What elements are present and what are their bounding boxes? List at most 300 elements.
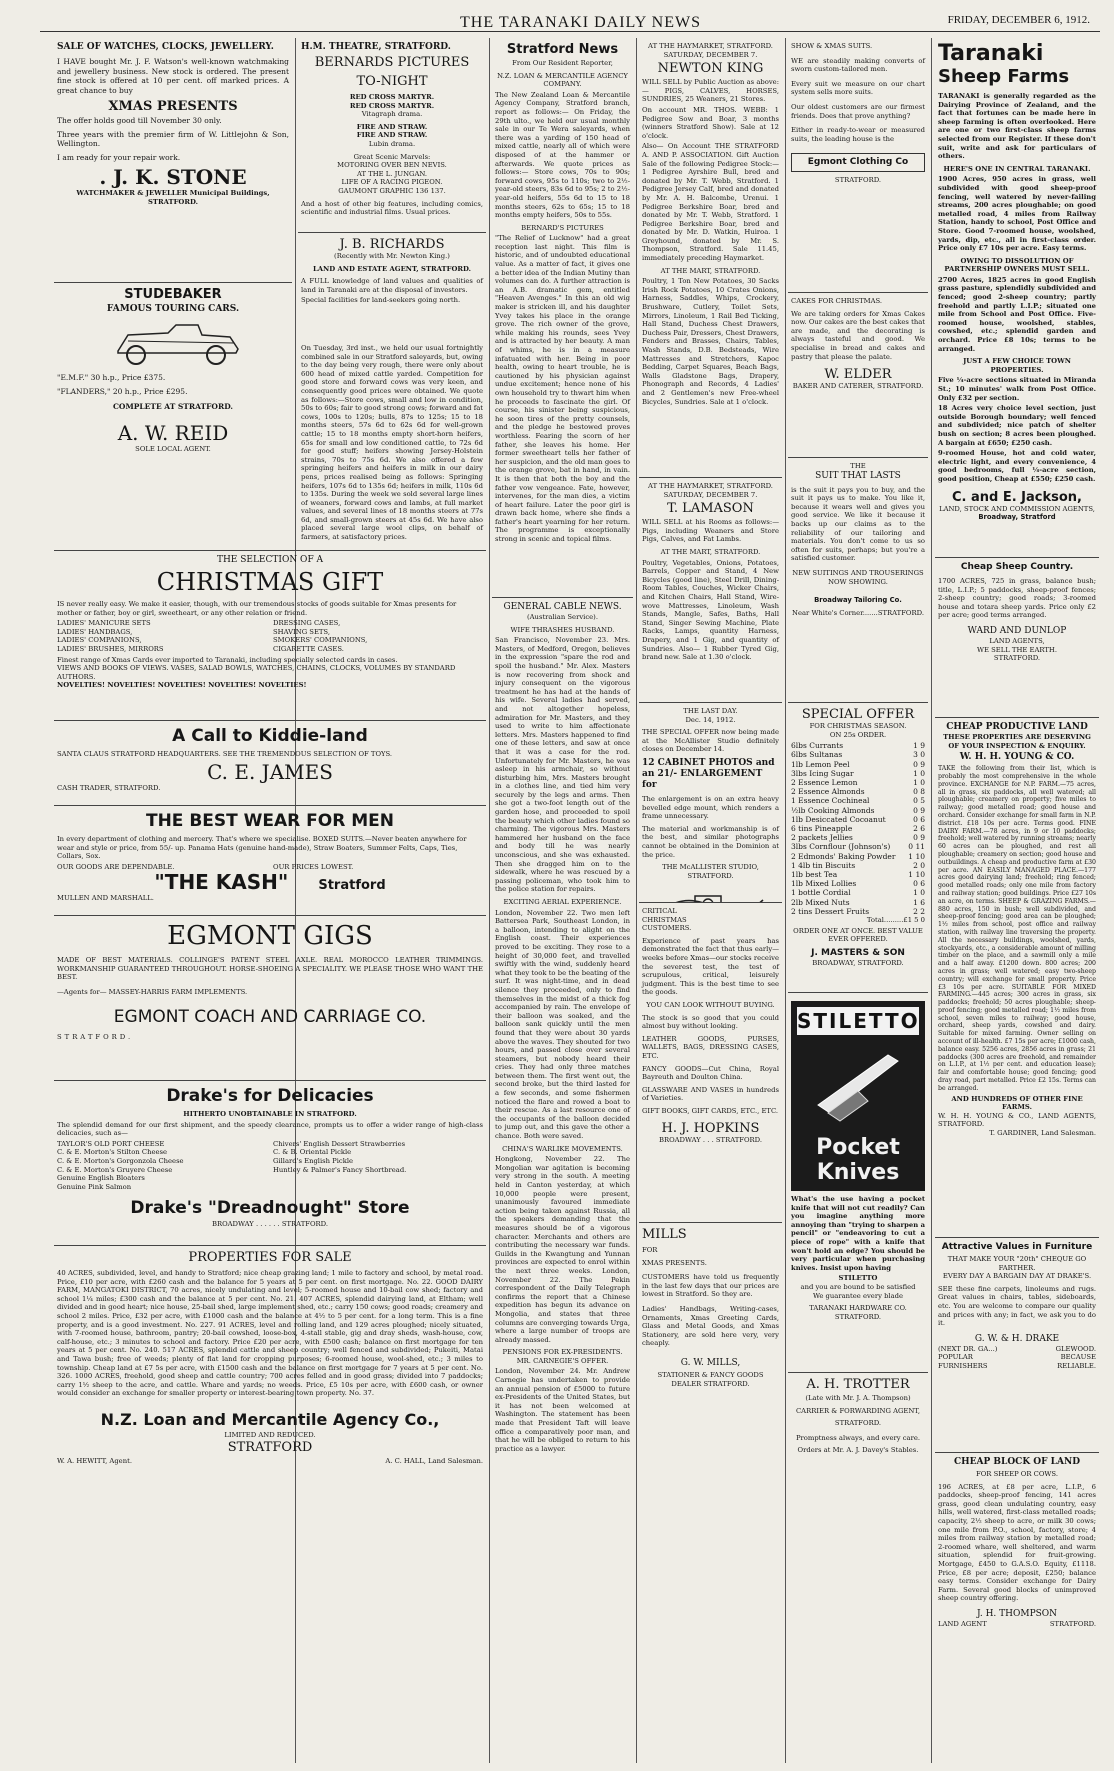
film-item: FIRE AND STRAW.	[356, 131, 428, 140]
column-rule	[785, 38, 786, 1763]
ad-stone-jeweller	[54, 38, 292, 283]
column-rule	[489, 38, 490, 1763]
masthead	[40, 10, 1100, 32]
ad-heading: CHRISTMAS	[642, 915, 687, 924]
advertiser-motto: WE SELL THE EARTH.	[977, 645, 1057, 654]
delicacy-item: C. & E. Morton's Gruyere Cheese	[57, 1165, 173, 1174]
advertiser-name: W. H. H. YOUNG & CO.	[959, 752, 1075, 763]
price-row	[791, 842, 925, 851]
ad-heading: SHOW & XMAS SUITS.	[791, 42, 873, 50]
ad-body: and you are bound to be satisfied	[800, 1282, 916, 1291]
ad-body: COMPLETE AT STRATFORD.	[112, 402, 234, 411]
delicacy-item: C. & E. Morton's Gorgonzola Cheese	[57, 1156, 184, 1165]
price-row	[791, 760, 925, 769]
gift-item: DRESSING CASES,	[273, 619, 341, 628]
advertiser-town: Stratford	[318, 878, 386, 894]
ad-richards	[298, 233, 486, 338]
ad-mills	[639, 1223, 782, 1563]
delicacy-item: Gillard's English Pickle	[273, 1156, 354, 1165]
ad-body: What's the use having a pocket knife that will not cut readily? Can you imagine anything more annoying than "trying to sharpen a pencil" or "endeavoring to cut a piece of rope" with a knife that won't hold an edge? You should be very particular when purchasing knives. Insist upon having	[791, 1195, 925, 1272]
price-item-name: 6lbs Currants	[791, 741, 844, 751]
ad-body: GLASSWARE AND VASES in hundreds of Varieties.	[642, 1085, 779, 1103]
gift-item: SHAVING SETS,	[273, 627, 331, 636]
article-body: San Francisco, November 23. Mrs. Masters, of Medford, Oregon, believes in the expression "spare the rod and spoil the husband." Mr. Alex. Masters is now recovering from shock and injury consequent on the vigorous treatment he has had at the hands of his wife. Several ladies had served, and not altogether hopeless, admiration for Mr. Masters, and they used to write to him affectionate letters. Mrs. Masters happened to find one of these letters, and saw at once that it was a case for the rod. Unfortunately for Mr. Masters, he was asleep in his armchair, so without disturbing him, Mrs. Masters brought in a clothes line, and tied him very securely by the legs and arms. Then she got a two-foot length out of the garden hose, and proceeded to spoil the beauty which other ladies found so charming. The vigorous Mrs. Masters hammered her husband on the face and body till he was nearly unconscious, and she was exhausted. Then she dragged him on to the sidewalk, where he was rescued by a passing policeman, who took him to the police station for repairs.	[495, 636, 630, 894]
advertiser-town: STRATFORD.	[834, 176, 882, 185]
price-row	[791, 741, 925, 750]
advertiser-town: STRATFORD.	[57, 1033, 134, 1042]
advertiser-name: W. ELDER	[824, 367, 892, 383]
ad-body: The enlargement is on an extra heavy bevelled edge mount, which renders a frame unnecessary.	[642, 794, 779, 821]
column-news-cable	[492, 38, 633, 1763]
property-body: 1900 Acres, 950 acres in grass, well subdivided with good sheep-proof fencing, well watered by never-failing streams, 200 acres ploughable; on good metalled road, 4 miles from Railway Station, handy to school, Post Office and Store. Good 7-roomed house, woolshed, yards, dip, etc., all in first-class order. Price only £7 10s per acre. Easy terms.	[938, 175, 1096, 253]
ad-subheading: NEW SUITINGS AND TROUSERINGS NOW SHOWING.	[792, 568, 924, 586]
ad-subheading: ON 25s ORDER.	[829, 730, 887, 739]
ad-heading: MILLS	[642, 1227, 687, 1242]
auctioneer-name: T. LAMASON	[667, 501, 754, 517]
auction-body: Also— On Account THE STRATFORD A. AND P. ASSOCIATION. Gift Auction Sale of the following Pedigree Stock:— 1 Pedigree Ayrshire Bull, bred and donated by Mr. T. Webb, Stratford. 1 Pedigree Jersey Calf, bred and donated by Mr. A. H. Balcombe, Urenui. 1 Pedigree Berkshire Boar, bred and donated by Mr. T. Webb, Stratford. 1 Pedigree Berkshire Boar, bred and donated by Mr. D. Watkin, Huiroa. 1 Greyhound, donated by Mr. S. Thompson, Stratford. Sale 11.45, immediately preceding Haymarket.	[642, 142, 779, 263]
price-row	[791, 778, 925, 787]
ad-heading: H.M. THEATRE, STRATFORD.	[301, 42, 451, 52]
price-item-name: 1 4lb tin Biscuits	[791, 860, 856, 870]
gift-item: SMOKERS' COMPANIONS,	[273, 636, 368, 645]
price-item-value: 3 0	[913, 750, 925, 760]
film-item: Lubin drama.	[368, 139, 416, 148]
price-row	[791, 750, 925, 759]
price-row	[791, 796, 925, 805]
auctioneer-name: NEWTON KING	[657, 61, 764, 77]
article-byline: From Our Resident Reporter,	[512, 59, 613, 67]
property-heading: HERE'S ONE IN CENTRAL TARANAKI.	[943, 164, 1091, 173]
advertiser-trade: CARRIER & FORWARDING AGENT,	[795, 1406, 921, 1415]
ad-heading: SALE OF WATCHES, CLOCKS, JEWELLERY.	[57, 42, 274, 52]
ad-body: The splendid demand for our first shipment, and the speedy clearance, prompts us to offer a wider range of high-class delicacies, such as—	[57, 1120, 483, 1138]
ad-subheading: FAMOUS TOURING CARS.	[106, 304, 240, 314]
advertiser-address: GLEWOOD.	[1055, 1344, 1096, 1353]
ad-body: We guarantee every blade	[812, 1291, 904, 1300]
ad-body: Every suit we measure on our chart system sells more suits.	[791, 79, 925, 97]
price-item-value: 0 9	[913, 805, 925, 815]
signature: W. A. HEWITT, Agent.	[57, 1456, 132, 1465]
tagline: BECAUSE RELIABLE.	[1057, 1353, 1096, 1370]
ad-preheading: THE SELECTION OF A	[216, 555, 324, 565]
price-row	[791, 888, 925, 897]
article-subheading: WIFE THRASHES HUSBAND.	[510, 625, 615, 634]
column-rule	[931, 38, 932, 1763]
ad-mcallister-studio	[639, 703, 782, 903]
auction-venue: AT THE HAYMARKET, STRATFORD.	[648, 482, 773, 490]
ad-body: And a host of other big features, including comics, scientific and industrial films. Usual prices.	[301, 199, 483, 217]
price-item-value: 1 6	[913, 897, 925, 907]
price-item-value: 0 5	[913, 796, 925, 806]
ad-heading: CHRISTMAS GIFT	[156, 568, 384, 596]
advertiser-name: Drake's "Dreadnought" Store	[130, 1198, 410, 1219]
ad-body: CUSTOMERS have told us frequently in the last few days that our prices are lowest in Stratford. So they are.	[642, 1273, 779, 1299]
article-byline: (Australian Service).	[527, 613, 598, 621]
ad-body: Finest range of Xmas Cards ever imported to Taranaki, including specially selected cards in cases.	[57, 655, 398, 664]
ad-body: Special facilities for land-seekers going north.	[301, 296, 461, 305]
wide-ads-section	[54, 550, 486, 1763]
price-row	[791, 815, 925, 824]
ad-heading: SUIT THAT LASTS	[815, 470, 901, 481]
ad-masters-special-offer	[788, 703, 928, 993]
ad-body: FANCY GOODS—Cut China, Royal Bayreuth and Doulton China.	[642, 1064, 779, 1082]
advertiser-role: MULLEN AND MARSHALL.	[57, 894, 154, 903]
article-body: London, November 24. Mr. Andrew Carnegie has undertaken to provide an annual pension of £5000 to future ex-Presidents of the United States, but it has not been welcomed at Washington. The statement has been made that President Taft will leave office a comparatively poor man, and that he will be obliged to return to his practice as a lawyer.	[495, 1367, 630, 1453]
property-body: Five ¼-acre sections situated in Miranda St.; 10 minutes' walk from Post Office. Only £32 per section.	[938, 376, 1096, 402]
auction-body: On account MR. THOS. WEBB: 1 Pedigree Sow and Boar, 3 months (winners Stratford Show). Sale at 12 o'clock.	[642, 105, 779, 140]
price-item-value: 2 2	[913, 906, 925, 916]
film-item: AT THE L. JUNGAN.	[356, 169, 428, 178]
ad-body: —Agents for— MASSEY-HARRIS FARM IMPLEMENTS.	[57, 987, 248, 996]
advertiser-name: J. B. RICHARDS	[339, 237, 445, 252]
article-subheading: N.Z. LOAN & MERCANTILE AGENCY COMPANY.	[497, 71, 628, 89]
price-row	[791, 833, 925, 842]
advertiser-role: SOLE LOCAL AGENT.	[135, 444, 211, 453]
price-item-value: 1 0	[913, 778, 925, 787]
price-item-name: 1lb Mixed Lollies	[791, 879, 857, 889]
property-heading: JUST A FEW CHOICE TOWN PROPERTIES.	[963, 357, 1071, 374]
ad-heading: THE LAST DAY.	[683, 707, 738, 715]
price-item-value: 0 11	[908, 842, 925, 852]
film-item: Vitagraph drama.	[361, 110, 423, 119]
film-item: RED CROSS MARTYR.	[349, 101, 435, 110]
film-item: GAUMONT GRAPHIC 136 137.	[338, 186, 446, 195]
gift-item: LADIES' BRUSHES, MIRRORS	[57, 644, 164, 653]
advertiser-town: STRATFORD	[227, 1439, 313, 1455]
delicacy-item: C. & B. Oriental Pickle	[273, 1148, 352, 1157]
auction-venue: AT THE MART, STRATFORD.	[660, 547, 761, 556]
price-item-value: 1 10	[908, 870, 925, 880]
ad-body: SANTA CLAUS STRATFORD HEADQUARTERS. SEE THE TREMENDOUS SELECTION OF TOYS.	[57, 750, 393, 758]
ad-heading: PROPERTIES FOR SALE	[188, 1250, 352, 1265]
advertiser-name: J. H. THOMPSON	[976, 1608, 1058, 1619]
gift-list-right	[273, 619, 483, 653]
price-item-name: 1 bottle Cordial	[791, 888, 851, 898]
price-item-value: 2 6	[913, 824, 925, 834]
ad-christmas-gift	[54, 551, 486, 721]
ad-body: SEE these fine carpets, linoleums and rugs. Great values in chairs, tables, sideboards, etc. You are welcome to compare our quality and prices with any; in fact, we ask you to do it.	[938, 1284, 1096, 1328]
gift-item: LADIES' HANDBAGS,	[57, 627, 133, 636]
article-body: The New Zealand Loan & Mercantile Agency Company, Stratford branch, report as follows:— On Friday, the 29th ulto., we held our usual monthly sale in our Te Wera saleyards, when there was a yarding of 150 head of mixed cattle, nearly all of which were disposed of at the hammer or afterwards. We quote prices as follows:— Store cows, 70s to 90s; forward cows, 95s to 110s; two to 2½-year-old steers, 83s 6d to 95s; 2 to 2½-year-old heifers, 55s 6d to 15 to 18 months steers, 62s to 65s; 15 to 18 months empty heifers, 50s to 55s.	[495, 90, 630, 220]
advertiser-role: STATIONER & FANCY GOODS DEALER STRATFORD.	[657, 1370, 764, 1388]
stiletto-banner	[791, 1001, 925, 1191]
advertiser-address: WATCHMAKER & JEWELLER Municipal Buildings, STRATFORD.	[76, 189, 270, 206]
price-item-name: 2 Essence Almonds	[791, 787, 865, 797]
column-small-ads	[788, 38, 928, 1763]
auction-date: SATURDAY, DECEMBER 7.	[663, 50, 758, 59]
article-body: Hongkong, November 22. The Mongolian war agitation is becoming very strong in the south. A meeting held in Canton yesterday, at which 10,000 people were present, unanimously favoured immediate action being taken against Russia, all the speakers demanding that the measures should be of a vigorous character. Merchants and others are contributing the necessary war funds. Guilds in the Kwangtung and Yunnan provinces are expected to enrol within the next three weeks. London, November 22. The Pekin correspondent of the Daily Telegraph confirms the report that a Chinese expedition has begun its advance on Mongolia, and states that three columns are converging towards Urga, where a large number of troops are already massed.	[495, 1155, 630, 1344]
advertiser-name: EGMONT COACH AND CARRIAGE CO.	[113, 1007, 427, 1028]
ad-body: The offer holds good till November 30 only.	[57, 116, 222, 125]
pocket-knife-icon	[797, 1035, 919, 1125]
advertiser-name: A. W. REID	[117, 420, 229, 445]
advertiser-town: STRATFORD.	[834, 1312, 882, 1321]
article-subheading: EXCITING AERIAL EXPERIENCE.	[503, 898, 622, 906]
ad-broadway-tailoring	[788, 458, 928, 703]
film-item: LIFE OF A RACING PIGEON.	[341, 178, 443, 187]
price-item-name: 2 packets Jellies	[791, 833, 853, 843]
gift-item: LADIES' COMPANIONS,	[57, 636, 142, 645]
ad-the-kash	[54, 806, 486, 916]
auction-venue: AT THE MART, STRATFORD.	[660, 266, 761, 275]
advertiser-name: H. J. HOPKINS	[661, 1121, 760, 1137]
price-item-value: 0 9	[913, 833, 925, 843]
ad-thompson-land	[935, 1453, 1099, 1763]
article-stratford-news	[492, 38, 633, 598]
price-item-value: 0 6	[913, 814, 925, 824]
ad-body: THE SPECIAL OFFER now being made at the McAllister Studio definitely closes on December 14.	[642, 728, 779, 754]
price-row	[791, 787, 925, 796]
advertiser-name: Broadway Tailoring Co.	[814, 596, 902, 605]
price-item-name: 2 Edmonds' Baking Powder	[791, 851, 896, 861]
price-row	[791, 824, 925, 833]
ad-young-co	[935, 718, 1099, 1238]
ad-elder-bakery	[788, 293, 928, 458]
ad-body: 1700 ACRES, 725 in grass, balance bush; title, L.I.P.; 5 paddocks, sheep-proof fences; 2-sheep country; good roads; 3-roomed house and totara sheep yards. Price only £2 per acre; good terms arranged.	[938, 577, 1096, 620]
price-item-name: 1lb Desiccated Cocoanut	[791, 814, 886, 824]
advertiser-name: Egmont Clothing Co	[791, 153, 925, 172]
advertiser-name: N.Z. Loan and Mercantile Agency Co.,	[100, 1409, 440, 1429]
delicacy-list-right	[273, 1140, 483, 1192]
article-subheading: PENSIONS FOR EX-PRESIDENTS.	[502, 1348, 623, 1357]
advertiser-town: STRATFORD.	[1049, 1619, 1096, 1628]
column-2-top	[298, 38, 486, 338]
property-heading: OWING TO DISSOLUTION OF PARTNERSHIP OWNERS MUST SELL.	[944, 256, 1090, 274]
delicacy-item: Chivers' English Dessert Strawberries	[273, 1139, 406, 1148]
price-item-value: 0 8	[913, 787, 925, 797]
ad-heading: EGMONT GIGS	[167, 921, 373, 951]
advertiser-role: (Late with Mr. J. A. Thompson)	[805, 1394, 911, 1402]
price-item-value: 1 0	[913, 888, 925, 898]
price-row	[791, 870, 925, 879]
signature: W. H. H. YOUNG & CO., LAND AGENTS, STRATFORD.	[938, 1111, 1096, 1129]
ad-body: Ladies' Handbags, Writing-cases, Ornaments, Xmas Greeting Cards, Glass and Metal Goods, and Xmas Stationery, are sold here very, very cheaply.	[642, 1304, 779, 1348]
camera-flourish-icon	[651, 886, 771, 903]
ad-body: IS never really easy. We make it easier, though, with our tremendous stocks of goods suitable for Xmas presents for mother or father, boy or girl, sweetheart, or any other relation or friend.	[57, 600, 457, 617]
ad-subheading: YOU CAN LOOK WITHOUT BUYING.	[646, 1000, 775, 1009]
ad-ward-dunlop	[935, 558, 1099, 718]
ad-body: GIFT BOOKS, GIFT CARDS, ETC., ETC.	[642, 1106, 779, 1115]
ad-heading: CHEAP BLOCK OF LAND	[953, 1457, 1080, 1467]
price-item-name: 2 tins Dessert Fruits	[791, 906, 870, 916]
ad-heading: XMAS PRESENTS.	[642, 1258, 707, 1267]
column-1-top	[54, 38, 292, 548]
ad-drake-furniture	[935, 1238, 1099, 1453]
signature: A. C. HALL, Land Salesman.	[385, 1456, 483, 1465]
ad-body: VIEWS AND BOOKS OF VIEWS. VASES, SALAD BOWLS, WATCHES, CHAINS, CLOCKS, VOLUMES BY STANDARD AUTHORS.	[57, 664, 456, 681]
advertiser-role: LAND AGENT	[938, 1619, 987, 1628]
ad-body: The material and workmanship is of the best, and similar photographs cannot be obtained in the Dominion at the price.	[642, 824, 779, 859]
price-item-value: 0 6	[913, 879, 925, 889]
price-item-name: ½lb Cooking Almonds	[791, 805, 875, 815]
gift-lists	[57, 619, 483, 653]
ad-body: WE are steadily making converts of sworn custom-tailored men.	[791, 56, 925, 74]
advertiser-role: LIMITED AND REDUCED.	[224, 1430, 316, 1439]
price-item-name: 1lb best Tea	[791, 870, 838, 880]
ad-body: TAKE the following from their list, which is probably the most comprehensive in the whole province. EXCHANGE for N.P. FARM.—75 acres, all in grass, six paddocks, all well watered; all ploughable; creamery on property; five miles to railway; good metalled road; good house and orchard. Consider exchange for small farm in N.P. district. £18 10s per acre. Terms good. FINE DAIRY FARM.—78 acres, in 9 or 10 paddocks; freehold; well watered by running streams; nearly 60 acres can be ploughed, and rest all ploughable; creamery on section; good house and outbuildings. A cheap and productive farm at £30 per acre. AN EASILY MANAGED PLACE.—177 acres good dairying land; freehold; ring fenced; good metalled roads; only one mile from factory and railway station; good buildings. Price £27 10s an acre, on terms. SHEEP & GRAZING FARMS.—880 acres, 150 in bush; well subdivided, and sheep-proof fencing; good area can be ploughed; 1½ miles from school, post office and railway station, with railway line traversing the property. All the necessary buildings, woolshed, yards, stockyards, etc., a considerable amount of milling timber on the place, and a sawmill only a mile and a half away. £1200 down. 800 acres; 200 acres in grass; well watered; easy two-sheep country; will exchange for small property. Price £3 10s per acre. SUITABLE FOR MIXED FARMING.—445 acres; 300 acres in grass, six paddocks; freehold; 50 acres ploughable; sheep-proof fencing; good metalled road; 1½ miles from school, seven miles to railway; good house, orchard, sheep yards, cowshed and dairy. Suitable for mixed farming. Owner selling on account of ill-health. £7 15s per acre; £1000 cash, balance easy. 5256 acres, 2856 acres in grass; 21 paddocks (300 acres are freehold, and remainder on L.I.P., at 1½ per cent. and education lease); fair and comfortable house; good fencing; good dray road, part metalled. Price £2 15s. Terms can be arranged.	[938, 765, 1096, 1092]
gift-item: LADIES' MANICURE SETS	[57, 619, 151, 628]
price-row	[791, 806, 925, 815]
price-item-name: 3lbs Icing Sugar	[791, 768, 854, 778]
film-item: FIRE AND STRAW.	[356, 122, 428, 131]
ad-body: 40 ACRES, subdivided, level, and handy to Stratford; nice cheap grazing land; 1 mile to factory and school, by metal road. Price, £10 per acre, with £260 cash and the balance for 5 years at 5 per cent. on first mortgage. No. 22. GOOD DAIRY FARM, MANGATOKI DISTRICT, 70 acres, nicely undulating and level; 5-roomed house and 10-bail cow shed; factory and school 1¼ miles; £300 cash and the balance at 5 per cent. No. 21. 407 ACRES, splendid dairying land, at Eltham; well divided and in good heart; nice house, 25-bail shed, large implement shed, etc.; carry 150 cows; good roads; creamery and school 2 miles. Price, £32 per acre, with £1000 cash and the balance at 4½ to 5 per cent. for a long term. This is a fine property, and is a good investment. No. 227. 91 ACRES, level and rolling land, and 129 acres ploughed; nicely situated, with 7-roomed house, bathroom, pantry; 20-bail cowshed, loose-box, 4-stall stable, gig and dray sheds, wash-house, cow, calf-house, etc.; 3 minutes to school and factory. Price £20 per acre, with £500 cash; balance on first mortgage for ten years at 5 per cent. No. 240. 517 ACRES, splendid cattle and sheep country; well fenced and subdivided; Pukeiti, Matai and Tawa bush; free of weeds; plenty of flat land for cropping purposes; 6-roomed house, wool-shed, etc.; 3 miles to township. Cheap land at £7 5s per acre, with £1500 cash and the balance on first mortgage for 7 years at 5 per cent. No. 326. 1000 ACRES, freehold, good sheep and cattle country; 700 acres felled and in good grass; divided into 7 paddocks; carry 1½ sheep to the acre, and cattle. Whare and yards; no weeds. Price, £5 10s per acre, with £600 cash, or owner would consider an exchange for smaller property or interest-bearing town property. No. 37.	[57, 1269, 483, 1398]
article-subheading: BERNARD'S PICTURES	[521, 223, 604, 232]
price-item-value: 0 9	[913, 759, 925, 769]
ad-trotter	[788, 1373, 928, 1523]
tagline: OUR PRICES LOWEST.	[273, 862, 354, 871]
advertiser-name: WARD AND DUNLOP	[967, 625, 1067, 636]
price-total: Total.........£1 5 0	[866, 916, 925, 925]
article-general-cable-news	[492, 598, 633, 1763]
price-item-name: 2lb Mixed Nuts	[791, 897, 850, 907]
price-item-value: 1 10	[908, 851, 925, 861]
price-row	[791, 879, 925, 888]
ad-subheading: TO-NIGHT	[356, 74, 428, 89]
property-body: 18 Acres very choice level section, just outside Borough boundary; well fenced and subdivided; nice patch of shelter bush on section; 8 acres been ploughed. A bargain at £650; £250 cash.	[938, 404, 1096, 447]
ad-body: I am ready for your repair work.	[57, 152, 181, 162]
kash-name-row	[57, 871, 483, 894]
ad-preheading: THE	[850, 462, 866, 470]
ad-subheading: FOR SHEEP OR COWS.	[976, 1470, 1058, 1478]
ad-body: Either in ready-to-wear or measured suits, the leading house is the	[791, 126, 925, 143]
news-continuation: On Tuesday, 3rd inst., we held our usual fortnightly combined sale in our Stratford saleyards, but, owing to the day being very rough, there were only about 600 head of mixed cattle yarded. Competition for good store and forward cows was very keen, and consequently good prices were obtained. We quote as follows:—Store cows, small and low in condition, 50s to 60s; fair to good strong cows; forward and fat cows, 100s to 120s; bulls, 87s to 125s; 15 to 18 months steers, 57s 6d to 62s 6d for well-grown cattle; 15 to 18 months empty short-horn heifers, 65s for small and low conditioned cattle, to 72s 6d for good stuff; heifers showing Jersey-Holstein strains, 70s to 75s 6d. We also offered a few springing heifers and heifers in milk in our dairy pens, prices realised being as follows: Springing heifers, 107s 6d to 135s 6d; heifers in milk, 110s 6d to 135s. During the week we sold several large lines of weaners, forward cows and lambs, at full market values, and several lines of 18 months steers at 77s 6d, and small-grown steers at 45s 6d. We have also placed several large wool clips, on behalf of farmers, at satisfactory prices.	[301, 344, 483, 542]
news-top	[298, 340, 486, 548]
tagline: OUR GOODS ARE DEPENDABLE.	[57, 862, 175, 871]
property-body: 9-roomed House, hot and cold water, electric light, and every convenience, 4 good bedrooms, full ¼-acre section, good position, Cheap at £550; £250 cash.	[938, 449, 1096, 483]
advertiser-role: (Recently with Mr. Newton King.)	[334, 252, 450, 260]
drake-address-row	[938, 1345, 1096, 1354]
article-subheading: CHINA'S WARLIKE MOVEMENTS.	[502, 1144, 623, 1153]
ad-body: Experience of past years has demonstrated the fact that thus early—weeks before Xmas—our stocks receive the severest test, the test of scrupulous, critical, leisurely judgment. This is the best time to see the goods.	[642, 936, 779, 997]
ad-body: The stock is so good that you could almost buy without looking.	[642, 1013, 779, 1031]
advertiser-name: G. W. & H. DRAKE	[974, 1333, 1060, 1344]
advertiser-name: C. E. JAMES	[207, 759, 333, 784]
nzloan-signatures	[57, 1457, 483, 1466]
price-item-name: 6 tins Pineapple	[791, 824, 853, 834]
advertiser-role: LAND, STOCK AND COMMISSION AGENTS,	[939, 504, 1095, 513]
newspaper-title: THE TARANAKI DAILY NEWS	[460, 14, 701, 31]
ad-body: ORDER ONE AT ONCE. BEST VALUE EVER OFFERED.	[793, 926, 923, 944]
advertiser-role: BAKER AND CATERER, STRATFORD.	[792, 382, 924, 391]
article-heading: GENERAL CABLE NEWS.	[503, 602, 622, 612]
ad-body: MADE OF BEST MATERIALS. COLLINGE'S PATENT STEEL AXLE. REAL MOROCCO LEATHER TRIMMINGS. WORKMANSHIP GUARANTEED THROUGHOUT. HORSE-SHOEING A SPECIALITY. WE PLEASE THOSE WHO WANT THE BEST.	[57, 956, 483, 982]
ad-body: Three years with the premier firm of W. Littlejohn & Son, Wellington.	[57, 129, 289, 148]
auction-venue: AT THE HAYMARKET, STRATFORD.	[648, 42, 773, 50]
ad-body: NOVELTIES! NOVELTIES! NOVELTIES! NOVELTIES! NOVELTIES!	[57, 681, 307, 690]
price-row	[791, 898, 925, 907]
tagline: POPULAR FURNISHERS	[938, 1353, 988, 1370]
price-row	[791, 852, 925, 861]
advertiser-role: CASH TRADER, STRATFORD.	[57, 783, 161, 792]
ad-heading: STUDEBAKER	[124, 287, 222, 302]
ad-egmont-gigs	[54, 916, 486, 1081]
ad-stiletto-knives	[788, 993, 928, 1373]
motor-car-icon	[98, 321, 248, 367]
signature: T. GARDINER, Land Salesman.	[989, 1129, 1096, 1138]
ad-heading: FOR	[642, 1246, 658, 1254]
ad-subheading: FOR CHRISTMAS SEASON.	[809, 722, 907, 730]
ad-heading: CAKES FOR CHRISTMAS.	[791, 297, 883, 305]
film-item: RED CROSS MARTYR.	[349, 93, 435, 101]
ad-heading: Drake's for Delicacies	[166, 1086, 374, 1106]
ad-newton-king-auction	[639, 38, 782, 478]
price-item-value: 2 0	[913, 860, 925, 870]
ad-body: In every department of clothing and mercery. That's where we specialise. BOXED SUITS.—Never beaten anywhere for wear and style or price, from 55/- up. Panama Hats (genuine hand-made), Straw Boaters, Summer Felts, Caps, Ties, Collars, Sox.	[57, 835, 467, 861]
gift-item: CIGARETTE CASES.	[273, 644, 344, 653]
article-body: "The Relief of Lucknow" had a great reception last night. This film is historic, and of undoubted educational value. As a matter of fact, it gives one a better idea of the Indian Mutiny than volumes can do. A further attraction is an A.B. dramatic gem, entitled "Heaven Avenges." In this an old wig maker is stricken ill, and his daughter Yvey takes his place in the orange grove. The rich owner of the grove, while making his rounds, sees Yvey and is attracted by her beauty. A man of whims, he is in a measure infatuated with her. Being in poor health, owing to heart trouble, he is cautioned by his physician against undue excitement; hence none of his own household try to thwart him when he proceeds to fascinate the girl. Of course, his sinister being suspicious, he soon tires of the pretty counsels, and the pledge he bestowed proves worthless. Fearing the scorn of her father, she leaves his home. Her former sweetheart tells her father of her suspicion, and the old man goes to the orange grove, bat in hand, in vain. It is then that both the boy and the father vow vengeance. Fate, however, intervenes, for the man dies, a victim of heart failure. Later the poor girl is drawn back home, where she finds a father's heart yearning for her return. The programme is exceptionally strong in scenic and topical films.	[495, 234, 630, 544]
price-list	[791, 741, 925, 916]
delicacy-item: TAYLOR'S OLD PORT CHEESE	[57, 1139, 165, 1148]
ad-offer: 12 CABINET PHOTOS and an 21/- ENLARGEMENT for	[642, 757, 775, 790]
brand-name: STILETTO	[797, 1009, 920, 1033]
ad-heading: CRITICAL	[642, 907, 677, 915]
delicacy-item: Genuine English Bloaters	[57, 1174, 145, 1183]
brand-stamp: STILETTO	[838, 1274, 878, 1283]
advertiser-name: J. MASTERS & SON	[811, 947, 905, 958]
ad-heading: CUSTOMERS.	[642, 924, 692, 933]
drake-tagline-row	[938, 1353, 1096, 1370]
ad-drakes-delicacies	[54, 1081, 486, 1246]
ad-body: is the suit it pays you to buy, and the suit it pays us to make. You like it, because it wears well and gives you good service. We like it because it backs up our claims as to the reliability of our tailoring and materials. You don't come to us so often for suits, perhaps; but you're a satisfied customer.	[791, 485, 925, 563]
ad-body: 196 ACRES, at £8 per acre, L.I.P., 6 paddocks, sheep-proof fencing, 141 acres grass, good clean undulating country, easy hills, well watered, first-class metalled roads; capacity, 2½ sheep to acre, or milk 30 cows; one mile from P.O., school, factory, store; 4 miles from railway station by metalled road; 2-roomed whare, well sheltered, and warm situation, splendid for fruit-growing. Mortgage, £450 to G.A.S.O. Equity, £1118. Price, £8 per acre; deposit, £250; balance easy terms. Consider exchange for Dairy Farm. Several good blocks of unimproved sheep country offering.	[938, 1482, 1096, 1603]
ad-heading: Sheep Farms	[938, 66, 1070, 87]
advertiser-name: C. and E. Jackson,	[951, 489, 1083, 505]
ad-body: Orders at Mr. A. J. Davey's Stables.	[797, 1446, 919, 1455]
ad-subheading: THESE PROPERTIES ARE DESERVING OF YOUR INSPECTION & ENQUIRY.	[943, 733, 1091, 750]
advertiser-address: BROADWAY, STRATFORD.	[812, 958, 904, 967]
ad-subheading: EVERY DAY A BARGAIN DAY AT DRAKE'S.	[942, 1272, 1092, 1281]
ad-body: TARANAKI is generally regarded as the Dairying Province of Zealand, and the fact that fortunes can be made here in sheep farming is often overlooked. Here are one or two first-class sheep farms selected from our Register. If these don't suit, write and ask for particulars of others.	[938, 92, 1096, 161]
delicacy-lists	[57, 1140, 483, 1192]
auction-body: WILL SELL by Public Auction as above:— PIGS, CALVES, HORSES, SUNDRIES, 25 Weaners, 21 Stores.	[642, 78, 779, 104]
ad-james	[54, 721, 486, 806]
ad-subheading: XMAS PRESENTS	[108, 99, 238, 114]
ad-subheading: THAT MAKE YOUR "20th" CHEQUE GO FARTHER.	[947, 1255, 1087, 1272]
ad-body: Promptness always, and every care.	[795, 1433, 921, 1442]
advertiser-role: LAND AGENTS,	[989, 636, 1045, 645]
advertiser-address: BROADWAY . . . . . . STRATFORD.	[211, 1220, 329, 1229]
article-body: London, November 22. Two men left Battersea Park, Southeast London, in a balloon, intending to alight on the English coast. Their experiences proved to be exciting. They rose to a height of 30,000 feet, and travelled swiftly with the wind, suddenly heard what they took to be the beating of the surf. It was night-time, and in dead silence they proceeded, only to find themselves in the midst of a thick fog accompanied by rain. The envelope of their balloon was soaked, and the balloon sank quickly until the men found that they were about 30 yards above the waves. They shouted for two hours, and passed close over several steamers, but nobody heard their cries. They had only three matches between them. The first went out, the second broke, but the third lasted for a few seconds, and some fishermen noticed the flare and rowed a boat to their rescue. As a last resource one of the occupants of the balloon decided to jump out, and this gave the other a chance. Both were saved.	[495, 908, 630, 1141]
advertiser-address: (NEXT DR. GA...)	[938, 1344, 998, 1353]
ad-nz-loan-properties	[54, 1246, 486, 1763]
car-price: "E.M.F." 30 h.p., Price £375.	[57, 373, 166, 382]
ad-egmont-clothing	[788, 38, 928, 293]
ad-lamason-auction	[639, 478, 782, 703]
column-land-agents	[935, 38, 1099, 1763]
issue-date: FRIDAY, DECEMBER 6, 1912.	[947, 14, 1090, 26]
advertiser-name: . J. K. STONE	[99, 165, 247, 189]
product-name: Pocket Knives	[816, 1135, 900, 1185]
ad-heading: A Call to Kiddie-land	[172, 726, 368, 746]
film-item: Great Scenic Marvels:	[353, 152, 431, 161]
ad-body: LEATHER GOODS, PURSES, WALLETS, BAGS, DRESSING CASES, ETC.	[642, 1034, 779, 1060]
price-row	[791, 861, 925, 870]
price-item-name: 6lbs Sultanas	[791, 750, 843, 760]
article-heading: Stratford News	[506, 42, 619, 57]
ad-heading: THE BEST WEAR FOR MEN	[145, 811, 395, 831]
auction-body: Poultry, 1 Ton New Potatoes, 30 Sacks Irish Rock Potatoes, 10 Crates Onions, Harness, Saddles, Whips, Crockery, Brushware, Cutlery, Toilet Sets, Mirrors, Linoleum, 1 Rail Bed Ticking, Hall Stand, Duchess Chest Drawers, Duchess Pair, Dressers, Chest Drawers, Fenders and Brasses, Chairs, Tables, Wash Stands, D.B. Bedsteads, Wire Mattresses and Stretchers, Kapoc Bedding, Carpet Squares, Beach Bags, Walls Gladstone Bags, Drapery, Phonograph and Records, 4 Ladies' and 2 Gentlemen's new Free-wheel Bicycles, Sundries. Sale at 1 o'clock.	[642, 277, 779, 406]
ad-heading: Attractive Values in Furniture	[941, 1242, 1093, 1252]
advertiser-address: Broadway, Stratford	[978, 513, 1056, 522]
ad-heading: SPECIAL OFFER	[801, 707, 915, 722]
advertiser-name: G. W. MILLS,	[680, 1357, 741, 1368]
advertiser-address: Near White's Corner.......STRATFORD.	[792, 608, 924, 617]
column-auctions	[639, 38, 782, 1763]
price-row	[791, 907, 925, 916]
ad-subheading: BERNARDS PICTURES	[314, 55, 470, 70]
ad-theatre	[298, 38, 486, 233]
ad-studebaker	[54, 283, 292, 548]
